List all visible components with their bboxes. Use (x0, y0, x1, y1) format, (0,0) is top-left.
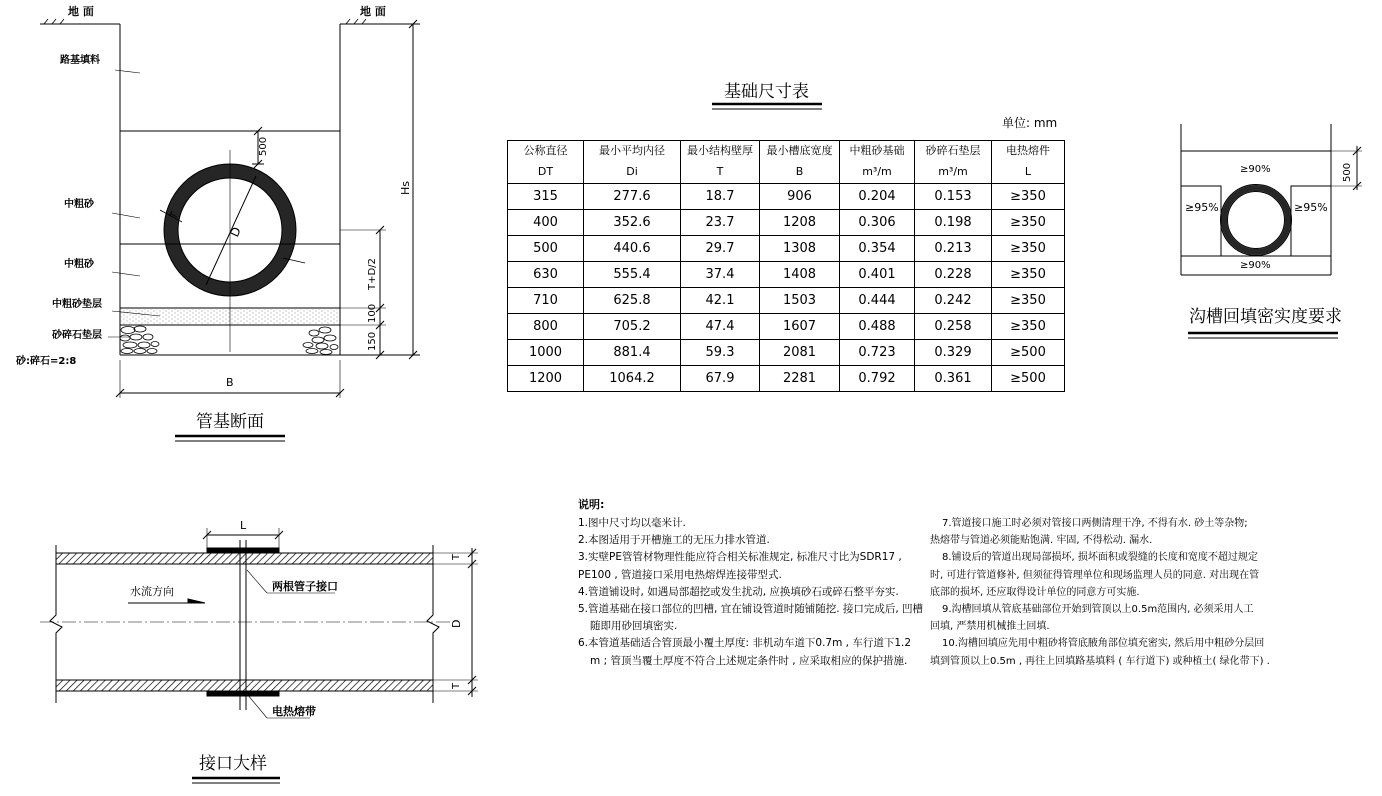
table-header-cell: 砂碎石垫层 m³/m (915, 141, 992, 184)
compaction-bottom: ≥90% (1240, 260, 1271, 271)
table-cell: 400 (508, 209, 584, 235)
joint-dim-T-top: T (451, 553, 462, 560)
table-cell: ≥350 (992, 313, 1065, 339)
note-line: 底部的损坏, 还应取得设计单位的同意方可实施. (930, 586, 1140, 598)
note-line: 5.管道基础在接口部位的凹槽, 宜在铺设管道时随铺随挖. 接口完成后, 凹槽 (578, 602, 924, 615)
table-header-cell: 最小槽底宽度 B (760, 141, 840, 184)
table-cell: 0.258 (915, 313, 992, 339)
table-cell: ≥350 (992, 261, 1065, 287)
table-cell: 1000 (508, 339, 584, 365)
table-row (508, 313, 1065, 339)
dim-T: T (168, 210, 181, 222)
table-cell: 0.242 (915, 287, 992, 313)
dim-B: B (226, 376, 234, 389)
table-cell: 0.228 (915, 261, 992, 287)
table-cell: 0.444 (840, 287, 915, 313)
table-cell: 315 (508, 183, 584, 209)
table-cell: ≥500 (992, 339, 1065, 365)
table-cell: 630 (508, 261, 584, 287)
table-header-row (508, 141, 1065, 184)
note-line: 8.铺设后的管道出现局部损坏, 损坏面积或裂缝的长度和宽度不超过规定 (942, 552, 1258, 564)
note-line: 3.实壁PE管管材物理性能应符合相关标准规定, 标准尺寸比为SDR17 , (578, 551, 902, 564)
table-cell: 0.204 (840, 183, 915, 209)
table-cell: 0.306 (840, 209, 915, 235)
table-header-cell: 最小平均内径 Di (584, 141, 681, 184)
table-cell: 0.723 (840, 339, 915, 365)
compaction-diagram (1181, 124, 1362, 275)
ground-label-right: 地 面 (360, 5, 386, 18)
dim-Hs: Hs (399, 180, 412, 195)
table-title: 基础尺寸表 (724, 82, 809, 102)
notes-heading: 说明: (578, 498, 605, 511)
joint-detail (40, 528, 478, 718)
table-cell: 277.6 (584, 183, 681, 209)
note-line: 10.沟槽回填应先用中粗砂将管底腋角部位填充密实, 然后用中粗砂分层回 (942, 638, 1265, 650)
dim-500: 500 (258, 136, 269, 156)
table-cell: 710 (508, 287, 584, 313)
dim-100: 100 (367, 303, 378, 323)
table-cell: 0.213 (915, 235, 992, 261)
table-cell: 1607 (760, 313, 840, 339)
table-cell: 2081 (760, 339, 840, 365)
table-cell: 0.198 (915, 209, 992, 235)
table-cell: 42.1 (681, 287, 760, 313)
table-cell: 625.8 (584, 287, 681, 313)
table-row (508, 183, 1065, 209)
note-line: 6.本管道基础适合管顶最小覆土厚度: 非机动车道下0.7m , 车行道下1.2 (578, 637, 912, 650)
table-cell: ≥350 (992, 183, 1065, 209)
band-label: 电热熔带 (272, 705, 316, 718)
note-line: 4.管道铺设时, 如遇局部超挖或发生扰动, 应换填砂石或碎石整平夯实. (578, 585, 899, 598)
note-line: 回填, 严禁用机械推土回填. (930, 621, 1050, 633)
notes-left-column (578, 515, 923, 670)
table-cell: 1200 (508, 365, 584, 391)
note-line: 填到管顶以上0.5m , 再往上回填路基填料 ( 车行道下) 或种植土( 绿化带下) . (930, 655, 1270, 667)
compaction-dim-500: 500 (1342, 162, 1353, 182)
table-cell: 0.329 (915, 339, 992, 365)
table-cell: 18.7 (681, 183, 760, 209)
table-cell: ≥350 (992, 235, 1065, 261)
table-cell: 1408 (760, 261, 840, 287)
compaction-left: ≥95% (1185, 201, 1219, 214)
sand-lower-label: 中粗砂 (64, 259, 94, 270)
flow-direction-label: 水流方向 (130, 585, 174, 598)
table-cell: ≥350 (992, 209, 1065, 235)
table-cell: 1308 (760, 235, 840, 261)
note-line: 随即用砂回填密实. (590, 620, 678, 633)
note-line: PE100 , 管道接口采用电热熔焊连接带型式. (578, 568, 782, 581)
table-cell: 0.401 (840, 261, 915, 287)
table-cell: 881.4 (584, 339, 681, 365)
table-cell: 1503 (760, 287, 840, 313)
table-cell: 0.361 (915, 365, 992, 391)
table-cell: 67.9 (681, 365, 760, 391)
table-cell: ≥350 (992, 287, 1065, 313)
note-line: 7.管道接口施工时必须对管接口两侧清理干净, 不得有水. 砂土等杂物; (942, 518, 1248, 529)
table-cell: 29.7 (681, 235, 760, 261)
table-unit: 单位: mm (1002, 116, 1058, 130)
note-line: 时, 可进行管道修补, 但须征得管理单位和现场监理人员的同意. 对出现在管 (930, 569, 1260, 581)
fill-label: 路基填料 (60, 55, 100, 66)
dim-T-D2: T+D/2 (367, 258, 378, 290)
gravel-bedding-label: 砂碎石垫层 (52, 330, 102, 341)
table-cell: 23.7 (681, 209, 760, 235)
joint-title: 接口大样 (199, 754, 267, 774)
table-cell: 0.153 (915, 183, 992, 209)
note-line: 热熔带与管道必须能贴饱满. 牢固, 不得松动. 漏水. (930, 535, 1153, 547)
table-cell: 800 (508, 313, 584, 339)
table-cell: ≥500 (992, 365, 1065, 391)
joint-dim-D: D (450, 619, 463, 628)
table-cell: 37.4 (681, 261, 760, 287)
table-cell: 0.792 (840, 365, 915, 391)
notes-right-column (930, 515, 1270, 670)
mix-ratio-label: 砂:碎石=2:8 (16, 356, 77, 367)
joint-dim-T-bottom: T (451, 682, 462, 689)
table-cell: 555.4 (584, 261, 681, 287)
table-row (508, 365, 1065, 391)
table-cell: 59.3 (681, 339, 760, 365)
table-cell: 705.2 (584, 313, 681, 339)
note-line: 2.本图适用于开槽施工的无压力排水管道. (578, 534, 770, 547)
note-line: m ; 管顶当覆土厚度不符合上述规定条件时 , 应采取相应的保护措施. (590, 654, 908, 667)
table-cell: 1208 (760, 209, 840, 235)
ground-label-left: 地 面 (68, 5, 94, 18)
dim-150: 150 (367, 331, 378, 351)
table-cell: 0.354 (840, 235, 915, 261)
dim-D: D (227, 224, 244, 240)
table-row (508, 261, 1065, 287)
pipe-section (40, 19, 420, 398)
table-cell: 1064.2 (584, 365, 681, 391)
compaction-right: ≥95% (1294, 201, 1328, 214)
note-line: 1.图中尺寸均以毫米计. (578, 517, 686, 529)
table-cell: 906 (760, 183, 840, 209)
table-row (508, 287, 1065, 313)
sand-upper-label: 中粗砂 (64, 199, 94, 210)
table-cell: 500 (508, 235, 584, 261)
joint-dim-L: L (240, 519, 247, 532)
table-header-cell: 公称直径 DT (508, 141, 584, 184)
foundation-dimension-table (507, 140, 1065, 392)
compaction-title: 沟槽回填密实度要求 (1189, 307, 1342, 327)
table-header-cell: 电热熔件 L (992, 141, 1065, 184)
table-header-cell: 中粗砂基础 m³/m (840, 141, 915, 184)
compaction-top: ≥90% (1240, 164, 1271, 175)
table-row (508, 339, 1065, 365)
sand-bedding-label: 中粗砂垫层 (52, 299, 102, 310)
interface-label: 两根管子接口 (272, 580, 338, 593)
table-row (508, 235, 1065, 261)
table-cell: 352.6 (584, 209, 681, 235)
table-header-cell: 最小结构壁厚 T (681, 141, 760, 184)
table-cell: 0.488 (840, 313, 915, 339)
table-cell: 2281 (760, 365, 840, 391)
section-title: 管基断面 (196, 412, 264, 432)
table-cell: 47.4 (681, 313, 760, 339)
table-cell: 440.6 (584, 235, 681, 261)
table-row (508, 209, 1065, 235)
note-line: 9.沟槽回填从管底基础部位开始到管顶以上0.5m范围内, 必须采用人工 (942, 603, 1254, 615)
